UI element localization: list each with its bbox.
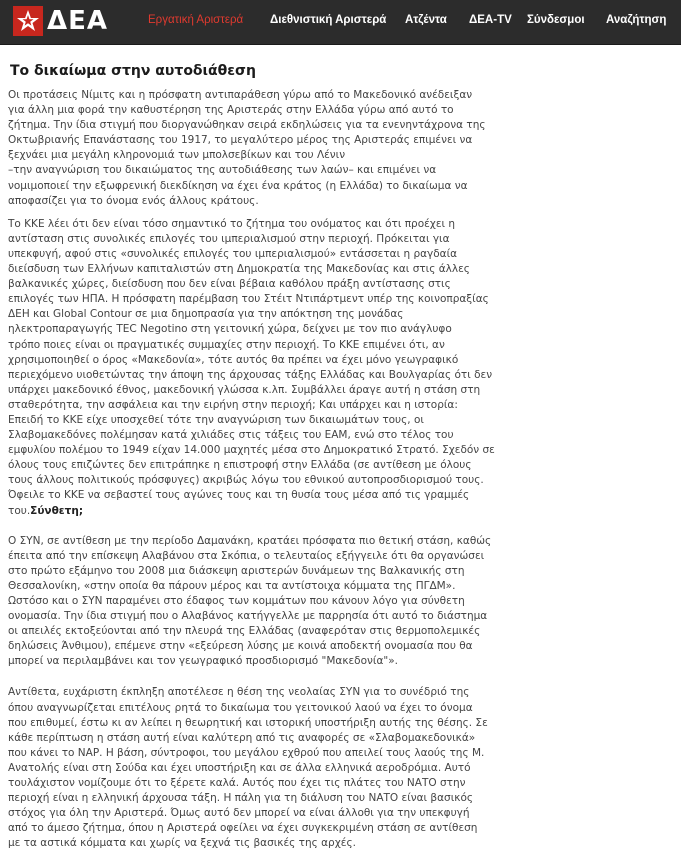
article-paragraph-2-text: Το ΚΚΕ λέει ότι δεν είναι τόσο σημαντικό το ζήτημα του ονόματος και ότι προέχει η αντίσταση στις συνολικές επιλογές του ιμπεριαλισμού στην περιοχή. Πρόκειται για υπεκφυγή, αφού στις «συνολικές επιλογές του ιμπεριαλισμού» εντάσσεται η ραγδαία διείσδυση των Ελλήνων καπιταλιστών στη Δημοκρατία της Μακεδονίας και στις άλλες βαλκανικές χώρες, διείσδυση που δεν είναι βέβαια καθόλου πράξη αντίστασης στις επιλογές των ΗΠΑ. Η πρόσφατη παρέμβαση του Στέιτ Ντιπάρτμεντ υπέρ της κοινοπραξίας ΔΕΗ και Global Contour σε μια δημοπρασία για την απόκτηση της μονάδας ηλεκτροπαραγωγής TEC Negotino στη γειτονική χώρα, δείχνει με τον πιο ανάγλυφο τρόπο ποιες είναι οι πραγματικές συμμαχίες στην περιοχή. Το ΚΚΕ επιμένει ότι, αν χρησιμοποιηθεί ο όρος «Μακεδονία», τότε αυτός θα πρέπει να έχει μόνο γεωγραφικό περιεχόμενο υιοθετώντας την άποψη της άρχουσας τάξης Ελλάδας και Βουλγαρίας ότι δεν υπάρχει μακεδονικό έθνος, μακεδονική γλώσσα κ.λπ. Συμβάλλει άραγε αυτή η στάση στη σταθερότητα, την ασφάλεια και την ειρήνη στην περιοχή; Και υπάρχει και η ιστορία: Επειδή το ΚΚΕ είχε υποσχεθεί τότε την αναγνώριση των δικαιωμάτων τους, οι Σλαβομακεδόνες πολέμησαν κατά χιλιάδες στις τάξεις του ΕΑΜ, ενώ στο τέλος του εμφυλίου πολέμου το 1949 είχαν 14.000 μαχητές μέσα στο Δημοκρατικό Στρατό. Σχεδόν σε όλους τους επιζώντες δεν επιτράπηκε η επιστροφή στην Ελλάδα (σε αντίθεση με όλους τους άλλους πολιτικούς πρόσφυγες) ακριβώς λόγω του εθνικού αυτοπροσδιορισμού τους. Όφειλε το ΚΚΕ να σεβαστεί τους αγώνες τους και τη θυσία τους μέσα από τις γραμμές του. [8,217,495,517]
article-subheading: Σύνθετη; [30,504,84,517]
article [8,63,668,852]
top-navigation-bar [0,0,681,45]
nav-item-anazitisi[interactable]: Αναζήτηση [606,14,667,26]
article-title: Το δικαίωμα στην αυτοδιάθεση [10,63,256,79]
article-paragraph-2 [8,217,668,519]
nav-item-atzenta[interactable]: Ατζέντα [405,14,447,26]
main-menu [0,0,681,44]
nav-item-dea-tv[interactable]: ΔΕΑ-TV [469,14,512,26]
nav-item-ergatiki-aristera[interactable]: Εργατική Αριστερά [148,14,244,26]
nav-item-diethnistiki-aristera[interactable]: Διεθνιστική Αριστερά [270,14,387,26]
nav-item-syndesmoi[interactable]: Σύνδεσμοι [527,14,585,26]
article-paragraph-1: Οι προτάσεις Νίμιτς και η πρόσφατη αντιπαράθεση γύρω από το Μακεδονικό ανέδειξαν για άλλη μια φορά την καθυστέρηση της Αριστεράς στην Ελλάδα γύρω από αυτό το ζήτημα. Την ίδια στιγμή που διοργανώθηκαν σειρά εκδηλώσεις για τα ενενηντάχρονα της Οκτωβριανής Επανάστασης του 1917, το μεγαλύτερο μέρος της Αριστεράς επιμένει να ξεχνάει μια μεγάλη κληρονομιά των μπολσεβίκων και του Λένιν –την αναγνώριση του δικαιώματος της αυτοδιάθεσης των λαών– και επιμένει να νομιμοποιεί την εξωφρενική διεκδίκηση να έχει ένα κράτος (η Ελλάδα) το δικαίωμα να αποφασίζει για το όνομα ενός άλλους κράτους. [8,89,486,207]
article-paragraph-4: Αντίθετα, ευχάριστη έκπληξη αποτέλεσε η θέση της νεολαίας ΣΥΝ για το συνέδριό της όπου αναγνωρίζεται επιτέλους ρητά το δικαίωμα του γειτονικού λαού να έχει το όνομα που επιθυμεί, έστω κι αν λείπει η θεωρητική και ιστορική υποστήριξη αυτής της θέσης. Σε κάθε περίπτωση η στάση αυτή είναι καλύτερη από τις αναφορές σε «Σλαβομακεδονικά» που κάνει το ΝΑΡ. Η βάση, σύντροφοι, του μεγάλου εχθρού που απειλεί τους λαούς της Μ. Ανατολής είναι στη Σούδα και έχει υποστήριξη και σε άλλα ελληνικά αεροδρόμια. Αυτό τουλάχιστον νομίζουμε ότι το ξέρετε καλά. Αυτός που έχει τις πλάτες του ΝΑΤΟ στην περιοχή είναι η ελληνική άρχουσα τάξη. Η πάλη για τη διάλυση του ΝΑΤΟ είναι βασικός στόχος για όλη την Αριστερά. Όμως αυτό δεν μπορεί να είναι άλλοθι για την υπεκφυγή από το άμεσο ζήτημα, όπου η Αριστερά οφείλει να έχει συγκεκριμένη στάση σε αντίθεση με τα αστικά κόμματα και χωρίς να ξεχνά τις βασικές της αρχές. [8,686,488,850]
article-paragraph-3: Ο ΣΥΝ, σε αντίθεση με την περίοδο Δαμανάκη, κρατάει πρόσφατα πιο θετική στάση, καθώς έπειτα από την επίσκεψη Αλαβάνου στα Σκόπια, ο τελευταίος εξήγγειλε ότι θα οργανώσει στο πρώτο εξάμηνο του 2008 μια διάσκεψη αριστερών δυνάμεων της Βαλκανικής στη Θεσσαλονίκη, «στην οποία θα πάρουν μέρος και τα αντίστοιχα κόμματα της ΠΓΔΜ». Ωστόσο και ο ΣΥΝ παραμένει στο έδαφος των κομμάτων που κάνουν λόγο για σύνθετη ονομασία. Την ίδια στιγμή που ο Αλαβάνος κατήγγελλε με παρρησία ότι αυτό το διάστημα οι απειλές εκτοξεύονται από την πλευρά της Ελλάδας (αναφερόταν στις θερμοπολεμικές δηλώσεις Άνθιμου), επέμενε στην «εξεύρεση λύσης με κοινά αποδεκτή ονομασία που θα μπορεί να περιλαμβάνει και τον γεωγραφικό προσδιορισμό "Μακεδονία"». [8,534,492,668]
logo-text: ΔΕΑ [47,6,109,36]
